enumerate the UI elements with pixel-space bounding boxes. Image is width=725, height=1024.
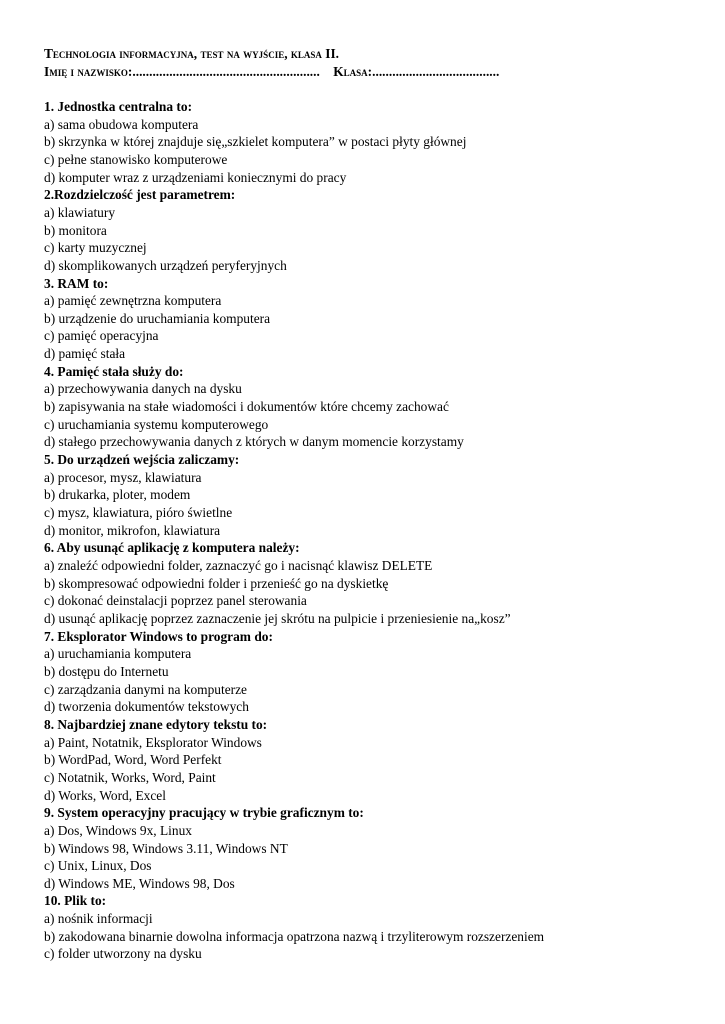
answer-option: d) komputer wraz z urządzeniami koniecznymi do pracy <box>44 169 347 185</box>
question-text: 1. Jednostka centralna to: <box>44 98 193 114</box>
answer-option: d) pamięć stała <box>44 346 126 362</box>
question-list <box>44 98 704 963</box>
answer-option: a) Paint, Notatnik, Eksplorator Windows <box>44 734 262 750</box>
answer-option: b) dostępu do Internetu <box>44 663 169 679</box>
answer-option: b) zapisywania na stałe wiadomości i dokumentów które chcemy zachować <box>44 399 449 415</box>
name-class-line <box>44 63 704 81</box>
question-block <box>44 98 704 186</box>
test-title: Technologia informacyjna, test na wyjście, klasa II. <box>44 46 340 61</box>
answer-option: d) skomplikowanych urządzeń peryferyjnych <box>44 257 287 273</box>
question-text: 9. System operacyjny pracujący w trybie graficznym to: <box>44 805 364 821</box>
answer-option: a) Dos, Windows 9x, Linux <box>44 822 192 838</box>
answer-option: c) Unix, Linux, Dos <box>44 858 152 874</box>
answer-option: b) WordPad, Word, Word Perfekt <box>44 752 222 768</box>
answer-option: c) mysz, klawiatura, pióro świetlne <box>44 505 233 521</box>
name-field-label: Imię i nazwisko:........................................................ <box>44 63 320 79</box>
test-page <box>44 45 704 963</box>
answer-option: a) sama obudowa komputera <box>44 116 199 132</box>
answer-option: b) Windows 98, Windows 3.11, Windows NT <box>44 840 288 856</box>
answer-option: b) skompresować odpowiedni folder i przenieść go na dyskietkę <box>44 575 389 591</box>
answer-option: c) dokonać deinstalacji poprzez panel sterowania <box>44 593 307 609</box>
question-text: 6. Aby usunąć aplikację z komputera należy: <box>44 540 300 556</box>
answer-option: b) monitora <box>44 222 107 238</box>
question-block <box>44 892 704 963</box>
question-text: 4. Pamięć stała służy do: <box>44 363 184 379</box>
question-text: 5. Do urządzeń wejścia zaliczamy: <box>44 452 240 468</box>
class-field-label: Klasa:...................................... <box>333 63 500 79</box>
question-text: 3. RAM to: <box>44 275 109 291</box>
question-block <box>44 363 704 451</box>
answer-option: b) zakodowana binarnie dowolna informacja opatrzona nazwą i trzyliterowym rozszerzeniem <box>44 928 545 944</box>
question-block <box>44 275 704 363</box>
question-block <box>44 716 704 804</box>
answer-option: a) pamięć zewnętrzna komputera <box>44 293 222 309</box>
answer-option: c) karty muzycznej <box>44 240 147 256</box>
answer-option: d) stałego przechowywania danych z których w danym momencie korzystamy <box>44 434 464 450</box>
question-block <box>44 451 704 539</box>
question-block <box>44 539 704 627</box>
answer-option: b) drukarka, ploter, modem <box>44 487 191 503</box>
question-block <box>44 804 704 892</box>
answer-option: c) zarządzania danymi na komputerze <box>44 681 247 697</box>
answer-option: a) przechowywania danych na dysku <box>44 381 242 397</box>
answer-option: a) procesor, mysz, klawiatura <box>44 469 202 485</box>
answer-option: b) skrzynka w której znajduje się„szkielet komputera” w postaci płyty głównej <box>44 134 467 150</box>
answer-option: c) pełne stanowisko komputerowe <box>44 151 228 167</box>
question-text: 2.Rozdzielczość jest parametrem: <box>44 187 236 203</box>
question-block <box>44 186 704 274</box>
answer-option: a) klawiatury <box>44 204 116 220</box>
answer-option: a) nośnik informacji <box>44 911 153 927</box>
question-text: 7. Eksplorator Windows to program do: <box>44 628 273 644</box>
answer-option: d) Works, Word, Excel <box>44 787 166 803</box>
answer-option: c) uruchamiania systemu komputerowego <box>44 416 269 432</box>
question-block <box>44 628 704 716</box>
spacer <box>44 80 704 98</box>
question-text: 10. Plik to: <box>44 893 107 909</box>
answer-option: d) Windows ME, Windows 98, Dos <box>44 875 235 891</box>
answer-option: b) urządzenie do uruchamiania komputera <box>44 310 271 326</box>
answer-option: c) Notatnik, Works, Word, Paint <box>44 769 216 785</box>
answer-option: d) tworzenia dokumentów tekstowych <box>44 699 249 715</box>
answer-option: a) uruchamiania komputera <box>44 646 192 662</box>
answer-option: d) usunąć aplikację poprzez zaznaczenie jej skrótu na pulpicie i przeniesienie na„kosz” <box>44 610 511 626</box>
question-text: 8. Najbardziej znane edytory tekstu to: <box>44 716 268 732</box>
answer-option: d) monitor, mikrofon, klawiatura <box>44 522 221 538</box>
answer-option: c) pamięć operacyjna <box>44 328 159 344</box>
answer-option: c) folder utworzony na dysku <box>44 946 202 962</box>
answer-option: a) znaleźć odpowiedni folder, zaznaczyć go i nacisnąć klawisz DELETE <box>44 558 433 574</box>
